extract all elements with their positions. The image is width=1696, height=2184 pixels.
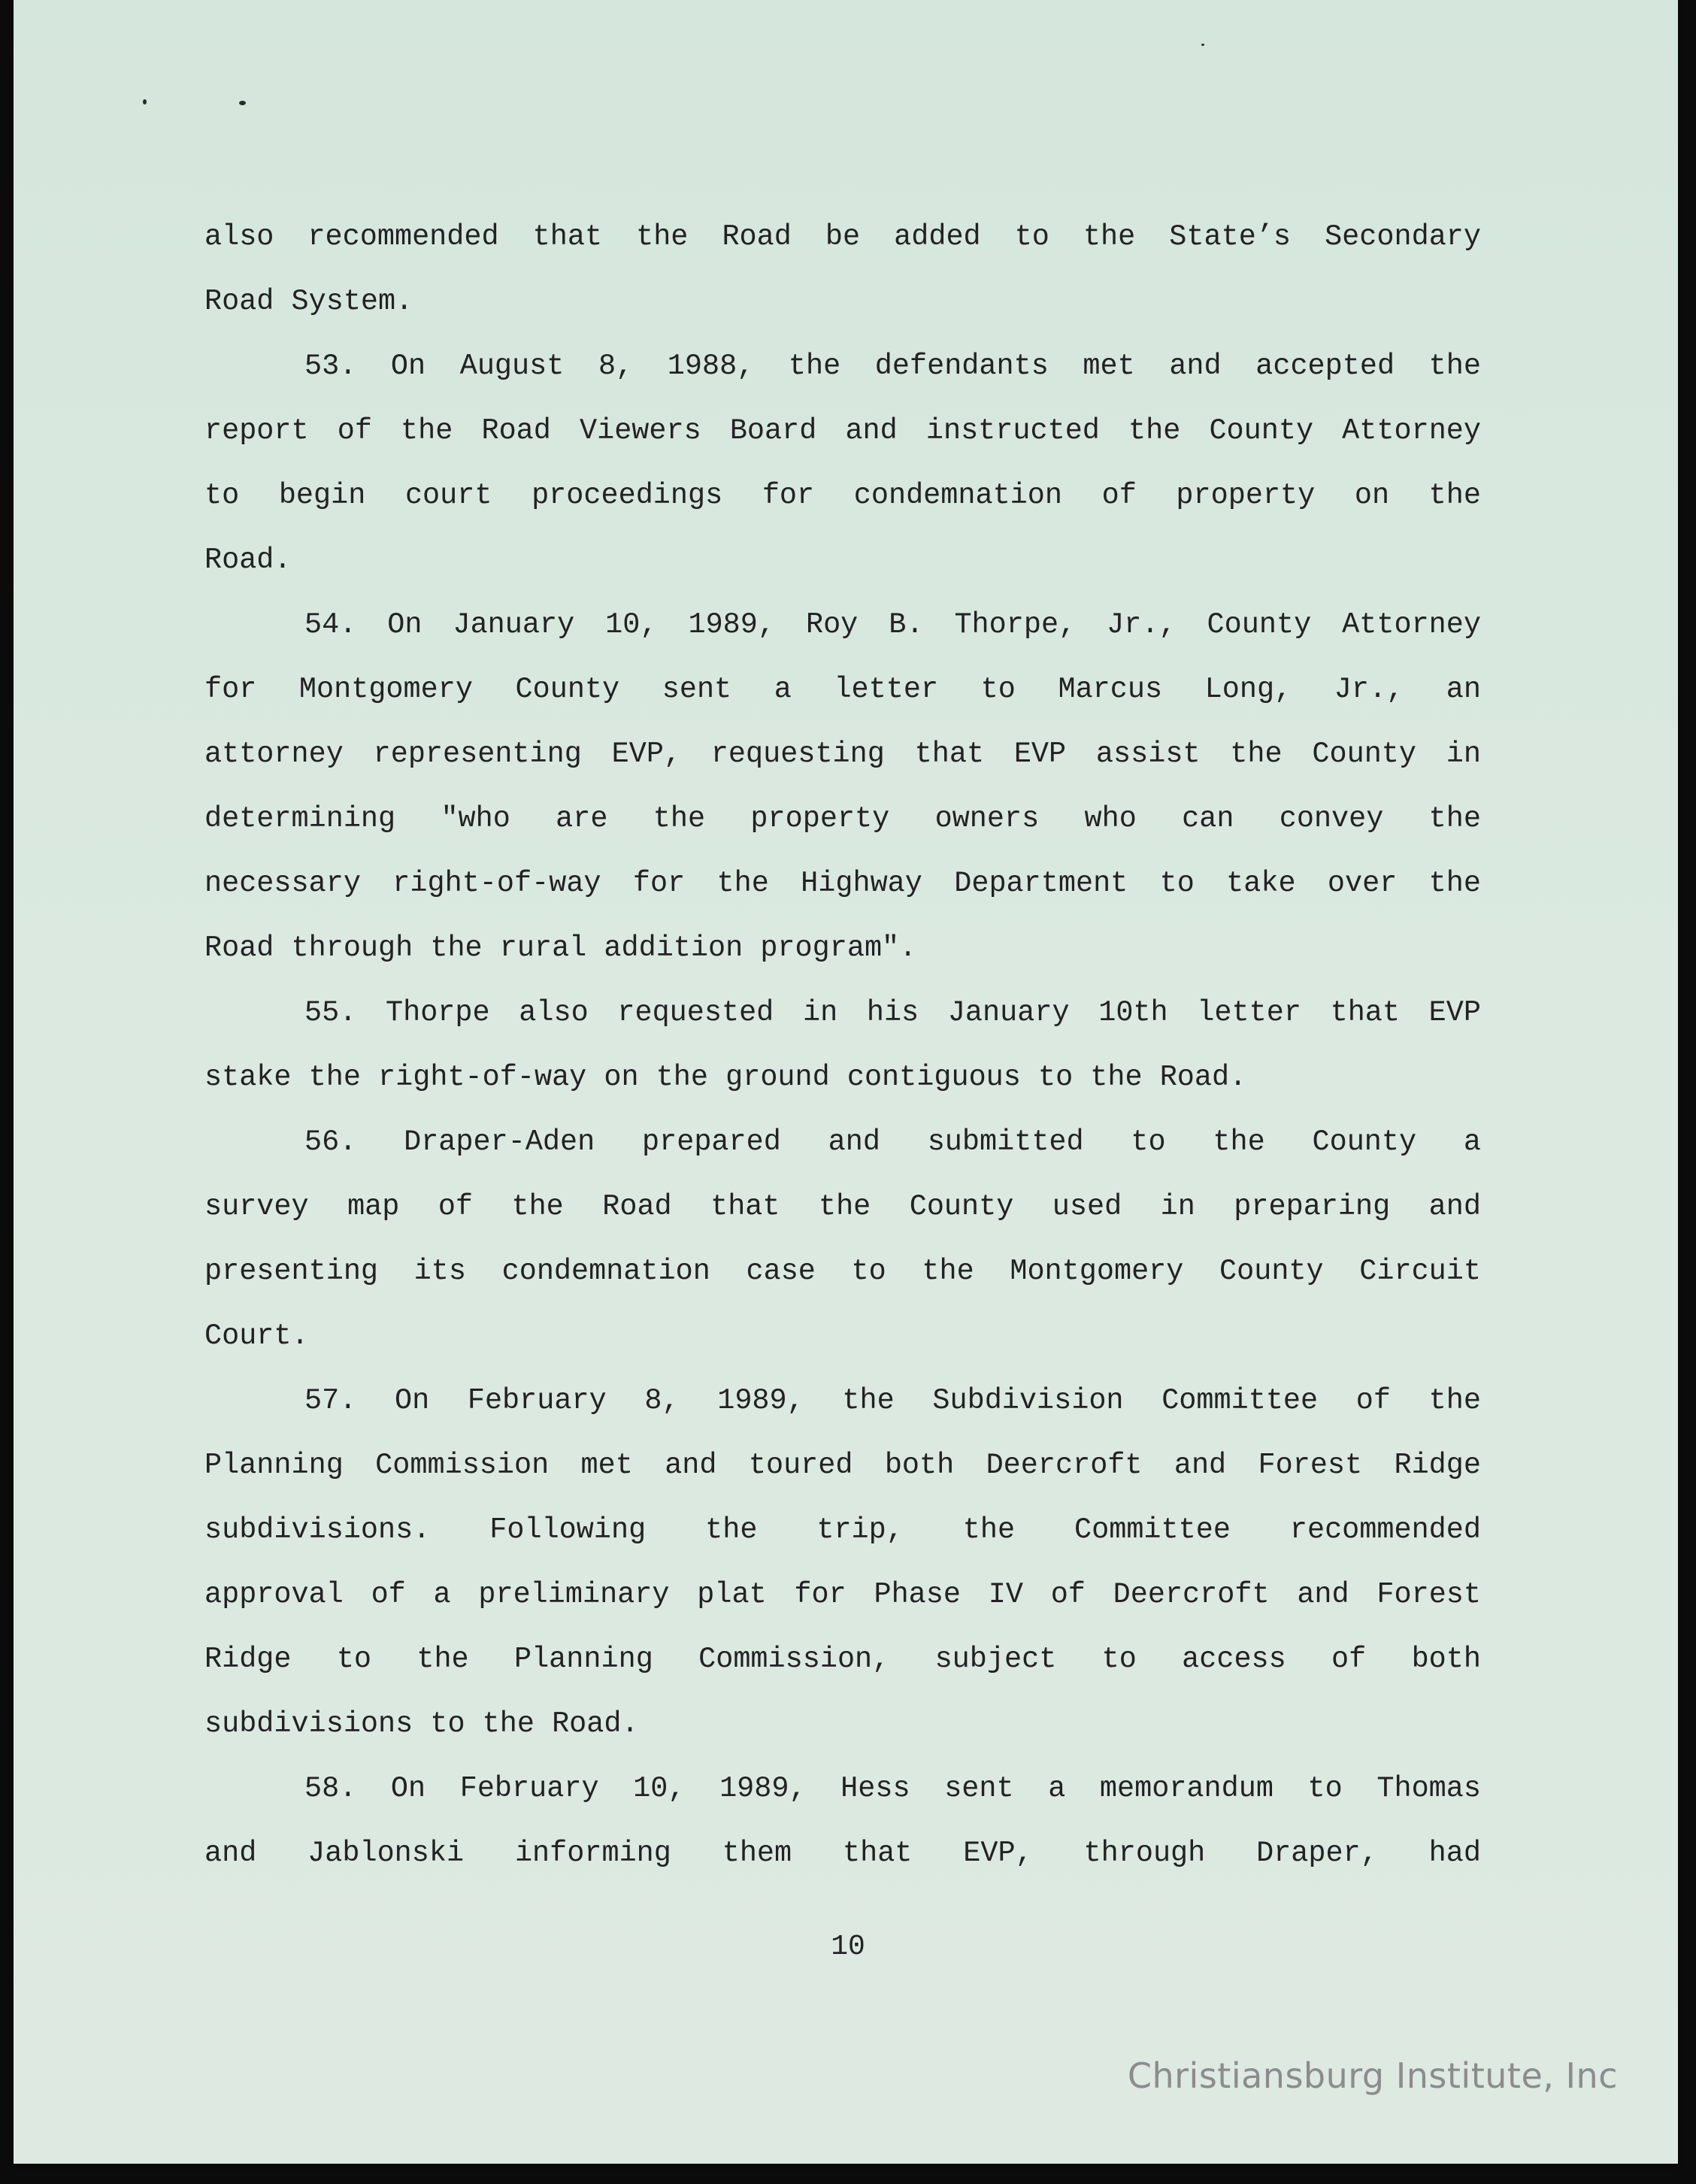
text-line: attorney representing EVP, requesting that EVP assist the County in bbox=[204, 738, 1481, 771]
text-line: Road. bbox=[204, 544, 292, 577]
paragraph-54-start: 54. On January 10, 1989, Roy B. Thorpe, Jr., County Attorney bbox=[304, 608, 1481, 641]
document-page bbox=[14, 0, 1678, 2164]
paragraph-53-start: 53. On August 8, 1988, the defendants met and accepted the bbox=[304, 350, 1481, 383]
paragraph-57-start: 57. On February 8, 1989, the Subdivision Committee of the bbox=[304, 1384, 1481, 1417]
text-line: Road through the rural addition program". bbox=[204, 931, 917, 965]
text-line: Planning Commission met and toured both Deercroft and Forest Ridge bbox=[204, 1449, 1481, 1482]
text-line: presenting its condemnation case to the Montgomery County Circuit bbox=[204, 1255, 1481, 1288]
text-line: determining "who are the property owners who can convey the bbox=[204, 802, 1481, 835]
paragraph-55-start: 55. Thorpe also requested in his January 10th letter that EVP bbox=[304, 996, 1481, 1029]
watermark-text: Christiansburg Institute, Inc bbox=[1127, 2055, 1618, 2096]
text-line: and Jablonski informing them that EVP, through Draper, had bbox=[204, 1837, 1481, 1870]
text-line: to begin court proceedings for condemnation of property on the bbox=[204, 479, 1481, 512]
text-line: necessary right-of-way for the Highway Department to take over the bbox=[204, 867, 1481, 900]
punch-mark-right bbox=[239, 101, 246, 105]
text-line: survey map of the Road that the County used in preparing and bbox=[204, 1190, 1481, 1223]
paragraph-56-start: 56. Draper-Aden prepared and submitted to the County a bbox=[304, 1125, 1481, 1159]
text-line: report of the Road Viewers Board and instructed the County Attorney bbox=[204, 414, 1481, 447]
text-line: subdivisions to the Road. bbox=[204, 1707, 639, 1740]
punch-mark-left bbox=[143, 99, 147, 105]
speck-mark bbox=[1201, 44, 1204, 46]
text-line: Court. bbox=[204, 1319, 309, 1353]
text-line: approval of a preliminary plat for Phase IV of Deercroft and Forest bbox=[204, 1578, 1481, 1611]
page-number: 10 bbox=[831, 1931, 865, 1963]
body-text bbox=[204, 204, 1481, 1886]
text-line: Road System. bbox=[204, 285, 413, 318]
text-line: subdivisions. Following the trip, the Committee recommended bbox=[204, 1513, 1481, 1546]
paragraph-58-start: 58. On February 10, 1989, Hess sent a memorandum to Thomas bbox=[304, 1772, 1481, 1805]
text-line: Ridge to the Planning Commission, subject to access of both bbox=[204, 1643, 1481, 1676]
text-line: also recommended that the Road be added to the State’s Secondary bbox=[204, 220, 1481, 253]
text-line: stake the right-of-way on the ground contiguous to the Road. bbox=[204, 1061, 1247, 1094]
text-line: for Montgomery County sent a letter to Marcus Long, Jr., an bbox=[204, 673, 1481, 706]
